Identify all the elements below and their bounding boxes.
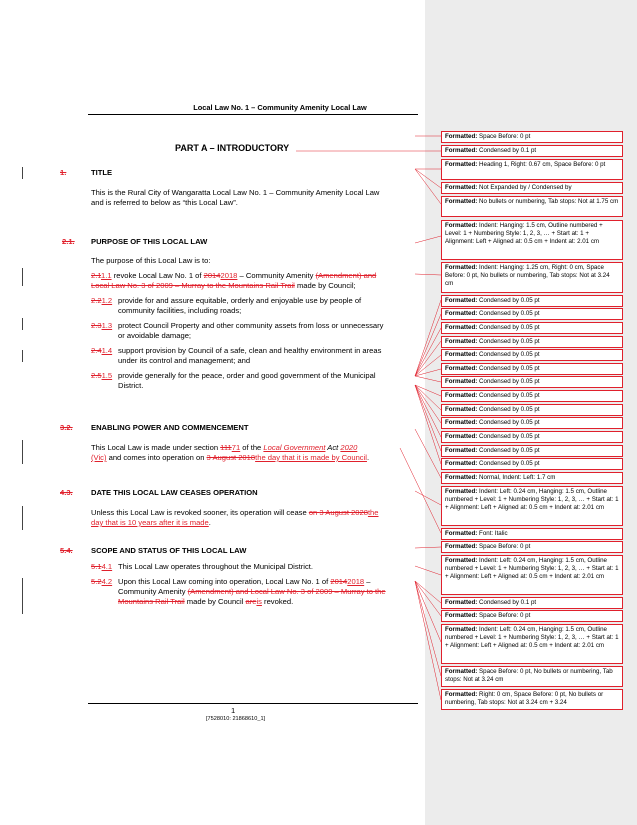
format-balloon[interactable]: Formatted: No bullets or numbering, Tab stops: Not at 1.75 cm [441, 196, 623, 217]
format-balloon[interactable]: Formatted: Condensed by 0.05 pt [441, 390, 623, 402]
scope-item-2: 5.24.2 [91, 577, 113, 586]
format-balloon[interactable]: Formatted: Condensed by 0.05 pt [441, 458, 623, 470]
title-paragraph-line2: and is referred to below as “this Local Law”. [91, 198, 238, 207]
format-balloon[interactable]: Formatted: Condensed by 0.05 pt [441, 376, 623, 388]
format-balloon[interactable]: Formatted: Condensed by 0.05 pt [441, 445, 623, 457]
page-number: 1 [231, 706, 236, 715]
format-balloon[interactable]: Formatted: Condensed by 0.05 pt [441, 295, 623, 307]
purpose-item-3: 2.31.3 [91, 321, 113, 330]
section-heading-scope: SCOPE AND STATUS OF THIS LOCAL LAW [91, 546, 247, 555]
section-number-deleted: 5.4. [60, 546, 73, 555]
scope-item-1: 5.14.1 [91, 562, 113, 571]
running-header: Local Law No. 1 – Community Amenity Local Law [193, 103, 367, 112]
section-heading-title: TITLE [91, 168, 113, 177]
purpose-item-2: 2.21.2 [91, 296, 113, 305]
purpose-item-1: 2.11.1 revoke Local Law No. 1 of 20142018 – Community Amenity (Amendment) and [91, 271, 377, 280]
format-balloon[interactable]: Formatted: Font: Italic [441, 528, 623, 540]
purpose-item-1-line2: Local Law No. 3 of 2009 – Murray to the Mountains Rail Trail made by Council; [91, 281, 356, 290]
section-heading-ceases: DATE THIS LOCAL LAW CEASES OPERATION [91, 488, 258, 497]
scope-item-2-line2: Community Amenity (Amendment) and Local Law No. 3 of 2009 – Murray to the [118, 587, 386, 596]
format-balloon[interactable]: Formatted: Condensed by 0.05 pt [441, 404, 623, 416]
format-balloon[interactable]: Formatted: Condensed by 0.05 pt [441, 322, 623, 334]
ceases-paragraph-line2: day that is 10 years after it is made. [91, 518, 211, 527]
format-balloon[interactable]: Formatted: Condensed by 0.05 pt [441, 417, 623, 429]
format-balloon[interactable]: Formatted: Indent: Hanging: 1.5 cm, Outline numbered + Level: 1 + Numbering Style: 1, 2, 3, … + Start at: 1 + Alignment: Left + Aligned at: 0.5 cm + Indent at: 2.01 cm [441, 220, 623, 260]
purpose-item-3-line2: or avoidable damage; [118, 331, 192, 340]
format-balloon[interactable]: Formatted: Indent: Left: 0.24 cm, Hanging: 1.5 cm, Outline numbered + Level: 1 + Numbering Style: 1, 2, 3, … + Start at: 1 + Alignment: Left + Aligned at: 0.5 cm + Indent at: 2.01 cm [441, 555, 623, 595]
format-balloon[interactable]: Formatted: Normal, Indent: Left: 1.7 cm [441, 472, 623, 484]
format-balloon[interactable]: Formatted: Heading 1, Right: 0.67 cm, Space Before: 0 pt [441, 159, 623, 180]
scope-item-2-line3: Mountains Rail Trail made by Council areis revoked. [118, 597, 294, 606]
purpose-item-5: 2.51.5 [91, 371, 113, 380]
purpose-item-4: 2.41.4 [91, 346, 113, 355]
purpose-item-4-text: support provision by Council of a safe, clean and healthy environment in areas [118, 346, 382, 355]
format-balloon[interactable]: Formatted: Not Expanded by / Condensed by [441, 182, 623, 194]
format-balloon[interactable]: Formatted: Condensed by 0.1 pt [441, 145, 623, 157]
section-heading-enabling: ENABLING POWER AND COMMENCEMENT [91, 423, 249, 432]
part-heading: PART A – INTRODUCTORY [175, 143, 290, 153]
format-balloon[interactable]: Formatted: Condensed by 0.05 pt [441, 349, 623, 361]
scope-item-2-text: Upon this Local Law coming into operation, Local Law No. 1 of 20142018 – [118, 577, 371, 586]
section-heading-purpose: PURPOSE OF THIS LOCAL LAW [91, 237, 208, 246]
format-balloon[interactable]: Formatted: Condensed by 0.1 pt [441, 597, 623, 609]
format-balloon[interactable]: Formatted: Space Before: 0 pt [441, 610, 623, 622]
section-number-deleted: 1. [60, 168, 67, 177]
format-balloon[interactable]: Formatted: Condensed by 0.05 pt [441, 336, 623, 348]
enabling-paragraph: This Local Law is made under section 11171 of the Local Government Act 2020 [91, 443, 358, 452]
title-paragraph-line1: This is the Rural City of Wangaratta Local Law No. 1 – Community Amenity Local Law [91, 188, 380, 197]
purpose-item-3-text: protect Council Property and other community assets from loss or unnecessary [118, 321, 384, 330]
scope-item-1-text: This Local Law operates throughout the Municipal District. [118, 562, 314, 571]
enabling-paragraph-line2: (Vic) and comes into operation on 3 August 2018the day that it is made by Council. [91, 453, 370, 462]
format-balloon[interactable]: Formatted: Indent: Left: 0.24 cm, Hanging: 1.5 cm, Outline numbered + Level: 1 + Numbering Style: 1, 2, 3, … + Start at: 1 + Alignment: Left + Aligned at: 0.5 cm + Indent at: 2.01 cm [441, 624, 623, 664]
section-number-deleted: 3.2. [60, 423, 73, 432]
purpose-item-2-text: provide for and assure equitable, orderly and enjoyable use by people of [118, 296, 362, 305]
format-balloon[interactable]: Formatted: Space Before: 0 pt [441, 131, 623, 143]
format-balloon[interactable]: Formatted: Space Before: 0 pt [441, 541, 623, 553]
format-balloon[interactable]: Formatted: Indent: Hanging: 1.25 cm, Right: 0 cm, Space Before: 0 pt, No bullets or numbering, Tab stops: Not at 3.24 cm [441, 262, 623, 293]
format-balloon[interactable]: Formatted: Condensed by 0.05 pt [441, 363, 623, 375]
format-balloon[interactable]: Formatted: Indent: Left: 0.24 cm, Hanging: 1.5 cm, Outline numbered + Level: 1 + Numbering Style: 1, 2, 3, … + Start at: 1 + Alignment: Left + Aligned at: 0.5 cm + Indent at: 2.01 cm [441, 486, 623, 526]
purpose-item-2-line2: community facilities, including roads; [118, 306, 242, 315]
purpose-item-5-text: provide generally for the peace, order and good government of the Municipal [118, 371, 376, 380]
section-number-deleted: 4.3. [60, 488, 73, 497]
format-balloon[interactable]: Formatted: Right: 0 cm, Space Before: 0 pt, No bullets or numbering, Tab stops: Not at 3.24 cm + 3.24 [441, 689, 623, 710]
section-number-deleted: 2.1. [62, 237, 75, 246]
format-balloon[interactable]: Formatted: Condensed by 0.05 pt [441, 431, 623, 443]
purpose-item-4-line2: under its control and management; and [118, 356, 251, 365]
ceases-paragraph: Unless this Local Law is revoked sooner, its operation will cease on 3 August 2028the [91, 508, 379, 517]
document-reference: [7528010: 21868610_1] [206, 716, 266, 722]
format-balloon[interactable]: Formatted: Space Before: 0 pt, No bullets or numbering, Tab stops: Not at 3.24 cm [441, 666, 623, 687]
format-balloon[interactable]: Formatted: Condensed by 0.05 pt [441, 308, 623, 320]
purpose-item-5-line2: District. [118, 381, 144, 390]
purpose-intro: The purpose of this Local Law is to: [91, 256, 211, 265]
